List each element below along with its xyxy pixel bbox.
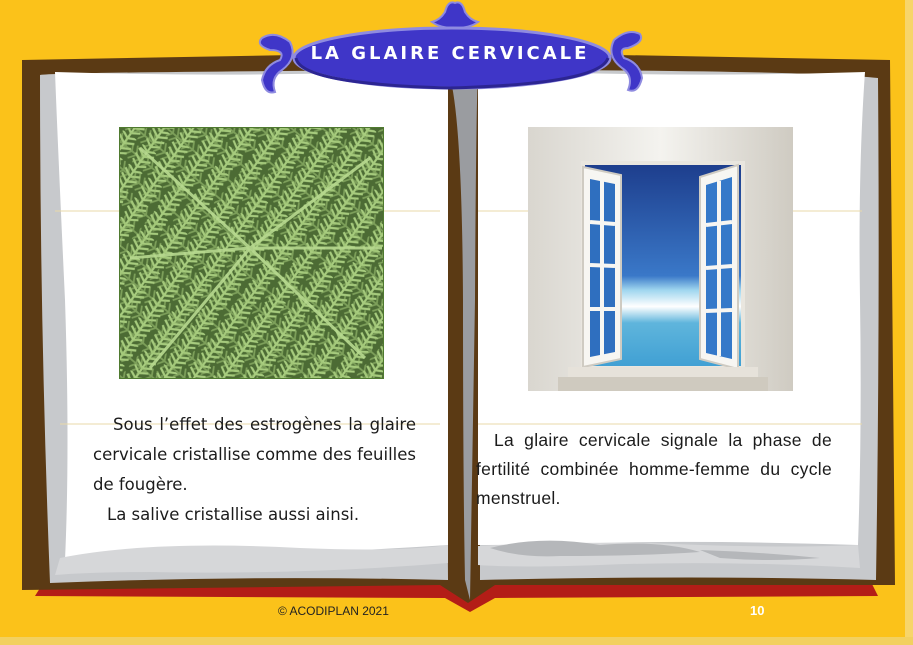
open-window-photo: [528, 127, 793, 391]
copyright: © ACODIPLAN 2021: [278, 604, 389, 618]
page-number: 10: [750, 603, 765, 618]
left-paragraph-2: La salive cristallise aussi ainsi.: [107, 505, 360, 524]
left-page-text: [93, 410, 416, 530]
right-paragraph-1: La glaire cervicale signale la phase de fertilité combinée homme-femme du cycle menstruel.: [476, 430, 832, 508]
fern-crystal-image: [119, 127, 384, 379]
window-illustration: [528, 127, 793, 391]
fern-pattern: [120, 128, 384, 379]
page-title: LA GLAIRE CERVICALE: [310, 43, 590, 64]
right-page-text: [476, 426, 832, 513]
left-paragraph-1: Sous l’effet des estrogènes la glaire cervicale cristallise comme des feuilles de fougère.: [93, 415, 416, 494]
